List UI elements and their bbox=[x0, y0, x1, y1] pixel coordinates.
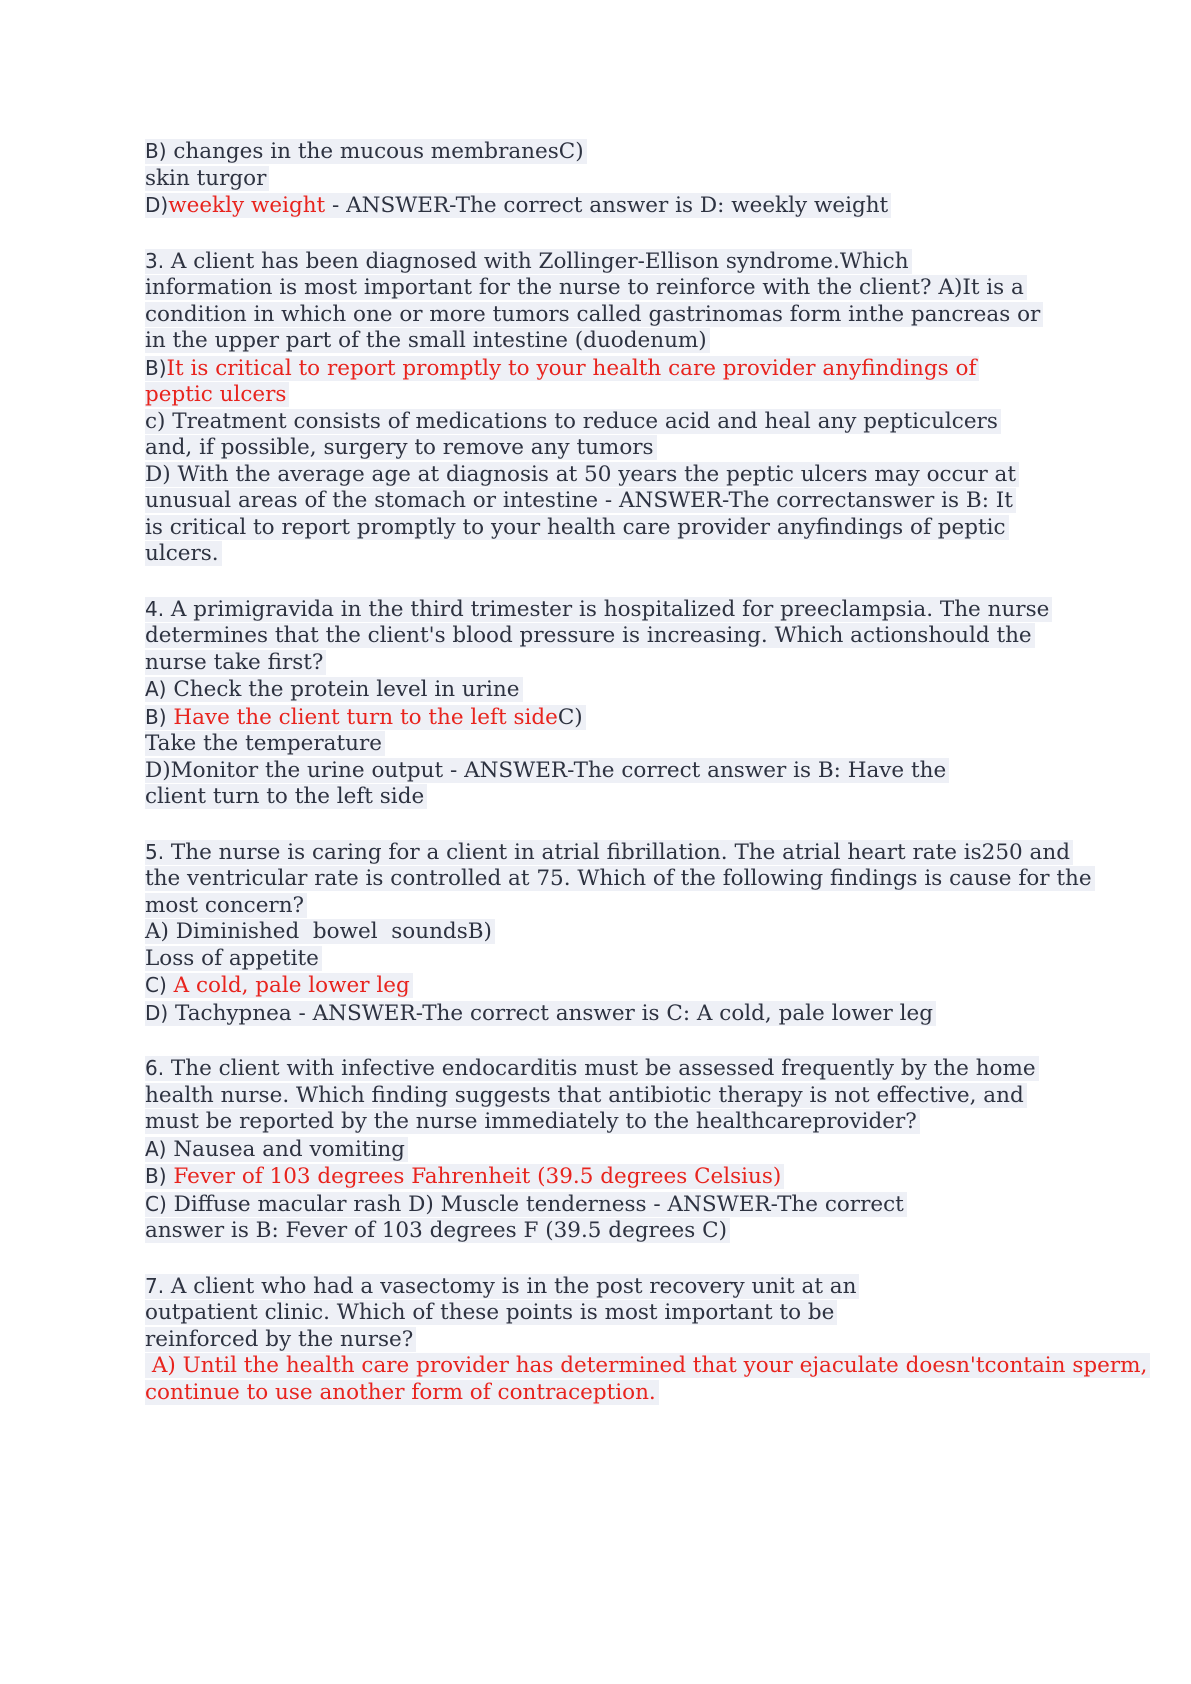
q3-answer-line-2: is critical to report promptly to your health care provider anyfindings of peptic bbox=[145, 515, 1145, 542]
q6-option-a-label: A) bbox=[145, 1136, 167, 1161]
q4-option-c-text: Take the temperature bbox=[145, 731, 1145, 758]
q7-stem-line-1: 7. A client who had a vasectomy is in the post recovery unit at an bbox=[145, 1273, 1145, 1301]
q4-option-b-label: B) bbox=[145, 704, 167, 729]
q3-option-b-label: B) bbox=[145, 355, 167, 380]
q3-number: 3. bbox=[145, 248, 165, 273]
q3-option-c-line-1: c) Treatment consists of medications to reduce acid and heal any pepticulcers bbox=[145, 409, 1145, 436]
q6-option-a: A) Nausea and vomiting bbox=[145, 1136, 1145, 1164]
q4-option-a-label: A) bbox=[145, 677, 167, 701]
q3-answer-line-1: unusual areas of the stomach or intestine - ANSWER-The correctanswer is B: It bbox=[145, 488, 1145, 515]
question-7 bbox=[145, 1273, 1148, 1407]
q4-stem-line-2: determines that the client's blood pressure is increasing. Which actionshould the bbox=[145, 623, 1145, 650]
q5-option-a: A) Diminished bowel soundsB) bbox=[145, 919, 1145, 946]
q4-stem-line-3: nurse take first? bbox=[145, 650, 1145, 677]
q7-stem-line-3: reinforced by the nurse? bbox=[145, 1327, 1145, 1354]
q7-stem-line-2: outpatient clinic. Which of these points is most important to be bbox=[145, 1300, 1145, 1327]
q3-correct-option: It is critical to report promptly to your health care provider anyfindings of bbox=[166, 355, 977, 381]
q5-stem-line-1: 5. The nurse is caring for a client in atrial fibrillation. The atrial heart rate is250 and bbox=[145, 839, 1145, 867]
q2-option-d bbox=[145, 192, 1145, 220]
q2-option-b-text: changes in the mucous membranesC) bbox=[166, 139, 584, 164]
q2-correct-option: weekly weight bbox=[168, 193, 326, 218]
q7-correct-option-line-2: continue to use another form of contraception. bbox=[145, 1380, 1145, 1407]
q2-option-b-label: B) bbox=[145, 139, 167, 163]
q7-number: 7. bbox=[145, 1273, 165, 1298]
question-5 bbox=[145, 839, 1145, 1028]
q2-option-c-text: skin turgor bbox=[145, 166, 1145, 193]
q6-correct-option: Fever of 103 degrees Fahrenheit (39.5 degrees Celsius) bbox=[166, 1164, 782, 1189]
q5-correct-option: A cold, pale lower leg bbox=[166, 973, 410, 998]
q3-stem-line-3: condition in which one or more tumors called gastrinomas form inthe pancreas or bbox=[145, 302, 1145, 329]
q4-option-b: B) Have the client turn to the left sideC) bbox=[145, 704, 1145, 732]
q3-answer-line-3: ulcers. bbox=[145, 541, 1145, 568]
q3-option-b bbox=[145, 355, 1145, 383]
q4-correct-option: Have the client turn to the left side bbox=[166, 704, 558, 730]
q6-option-c-label: C) bbox=[145, 1191, 167, 1216]
q6-option-b-label: B) bbox=[145, 1164, 167, 1188]
q5-answer: Tachypnea - ANSWER-The correct answer is C: A cold, pale lower leg bbox=[168, 1000, 934, 1026]
q7-correct-option-line-1: A) Until the health care provider has determined that your ejaculate doesn'tcontain sperm, bbox=[145, 1353, 1145, 1380]
q5-option-c bbox=[145, 972, 1145, 1000]
question-4 bbox=[145, 596, 1145, 811]
q3-stem-line-4: in the upper part of the small intestine (duodenum) bbox=[145, 328, 1145, 355]
q5-option-d-label: D) bbox=[145, 1000, 169, 1025]
q4-option-d: D)Monitor the urine output - ANSWER-The correct answer is B: Have the bbox=[145, 758, 1145, 785]
q5-stem-line-2: the ventricular rate is controlled at 75. Which of the following findings is cause for the bbox=[145, 866, 1145, 893]
q6-stem-line-3: must be reported by the nurse immediately to the healthcareprovider? bbox=[145, 1109, 1145, 1136]
document-content bbox=[145, 138, 1148, 1434]
q5-option-b-text: Loss of appetite bbox=[145, 946, 1145, 973]
q5-option-c-label: C) bbox=[145, 973, 167, 997]
q4-answer: client turn to the left side bbox=[145, 784, 1145, 811]
q5-stem-line-3: most concern? bbox=[145, 893, 1145, 920]
q2-option-d-label: D) bbox=[145, 193, 169, 217]
q4-stem-line-1: 4. A primigravida in the third trimester is hospitalized for preeclampsia. The nurse bbox=[145, 596, 1145, 624]
q5-option-d bbox=[145, 1000, 1145, 1028]
q4-number: 4. bbox=[145, 596, 165, 621]
q6-option-b bbox=[145, 1163, 1145, 1191]
q3-stem-line-2: information is most important for the nurse to reinforce with the client? A)It is a bbox=[145, 275, 1145, 302]
question-3 bbox=[145, 248, 1145, 568]
q2-answer: - ANSWER-The correct answer is D: weekly weight bbox=[325, 193, 889, 218]
q5-number: 5. bbox=[145, 839, 165, 864]
q6-option-c: C) Diffuse macular rash D) Muscle tenderness - ANSWER-The correct bbox=[145, 1191, 1145, 1219]
question-2-continued bbox=[145, 138, 1145, 220]
q6-stem-line-2: health nurse. Which finding suggests that antibiotic therapy is not effective, and bbox=[145, 1083, 1145, 1110]
q6-number: 6. bbox=[145, 1056, 165, 1080]
q2-option-b bbox=[145, 138, 1145, 166]
q6-answer: answer is B: Fever of 103 degrees F (39.5 degrees C) bbox=[145, 1218, 1145, 1245]
q3-option-c-line-2: and, if possible, surgery to remove any tumors bbox=[145, 435, 1145, 462]
q6-stem-line-1: 6. The client with infective endocarditis must be assessed frequently by the home bbox=[145, 1055, 1145, 1083]
q4-option-a: A) Check the protein level in urine bbox=[145, 676, 1145, 704]
q3-option-d-line-1: D) With the average age at diagnosis at 50 years the peptic ulcers may occur at bbox=[145, 462, 1145, 489]
q3-stem-line-1: 3. A client has been diagnosed with Zollinger-Ellison syndrome.Which bbox=[145, 248, 1145, 276]
question-6 bbox=[145, 1055, 1145, 1245]
q3-option-b-line-2: peptic ulcers bbox=[145, 382, 1145, 409]
